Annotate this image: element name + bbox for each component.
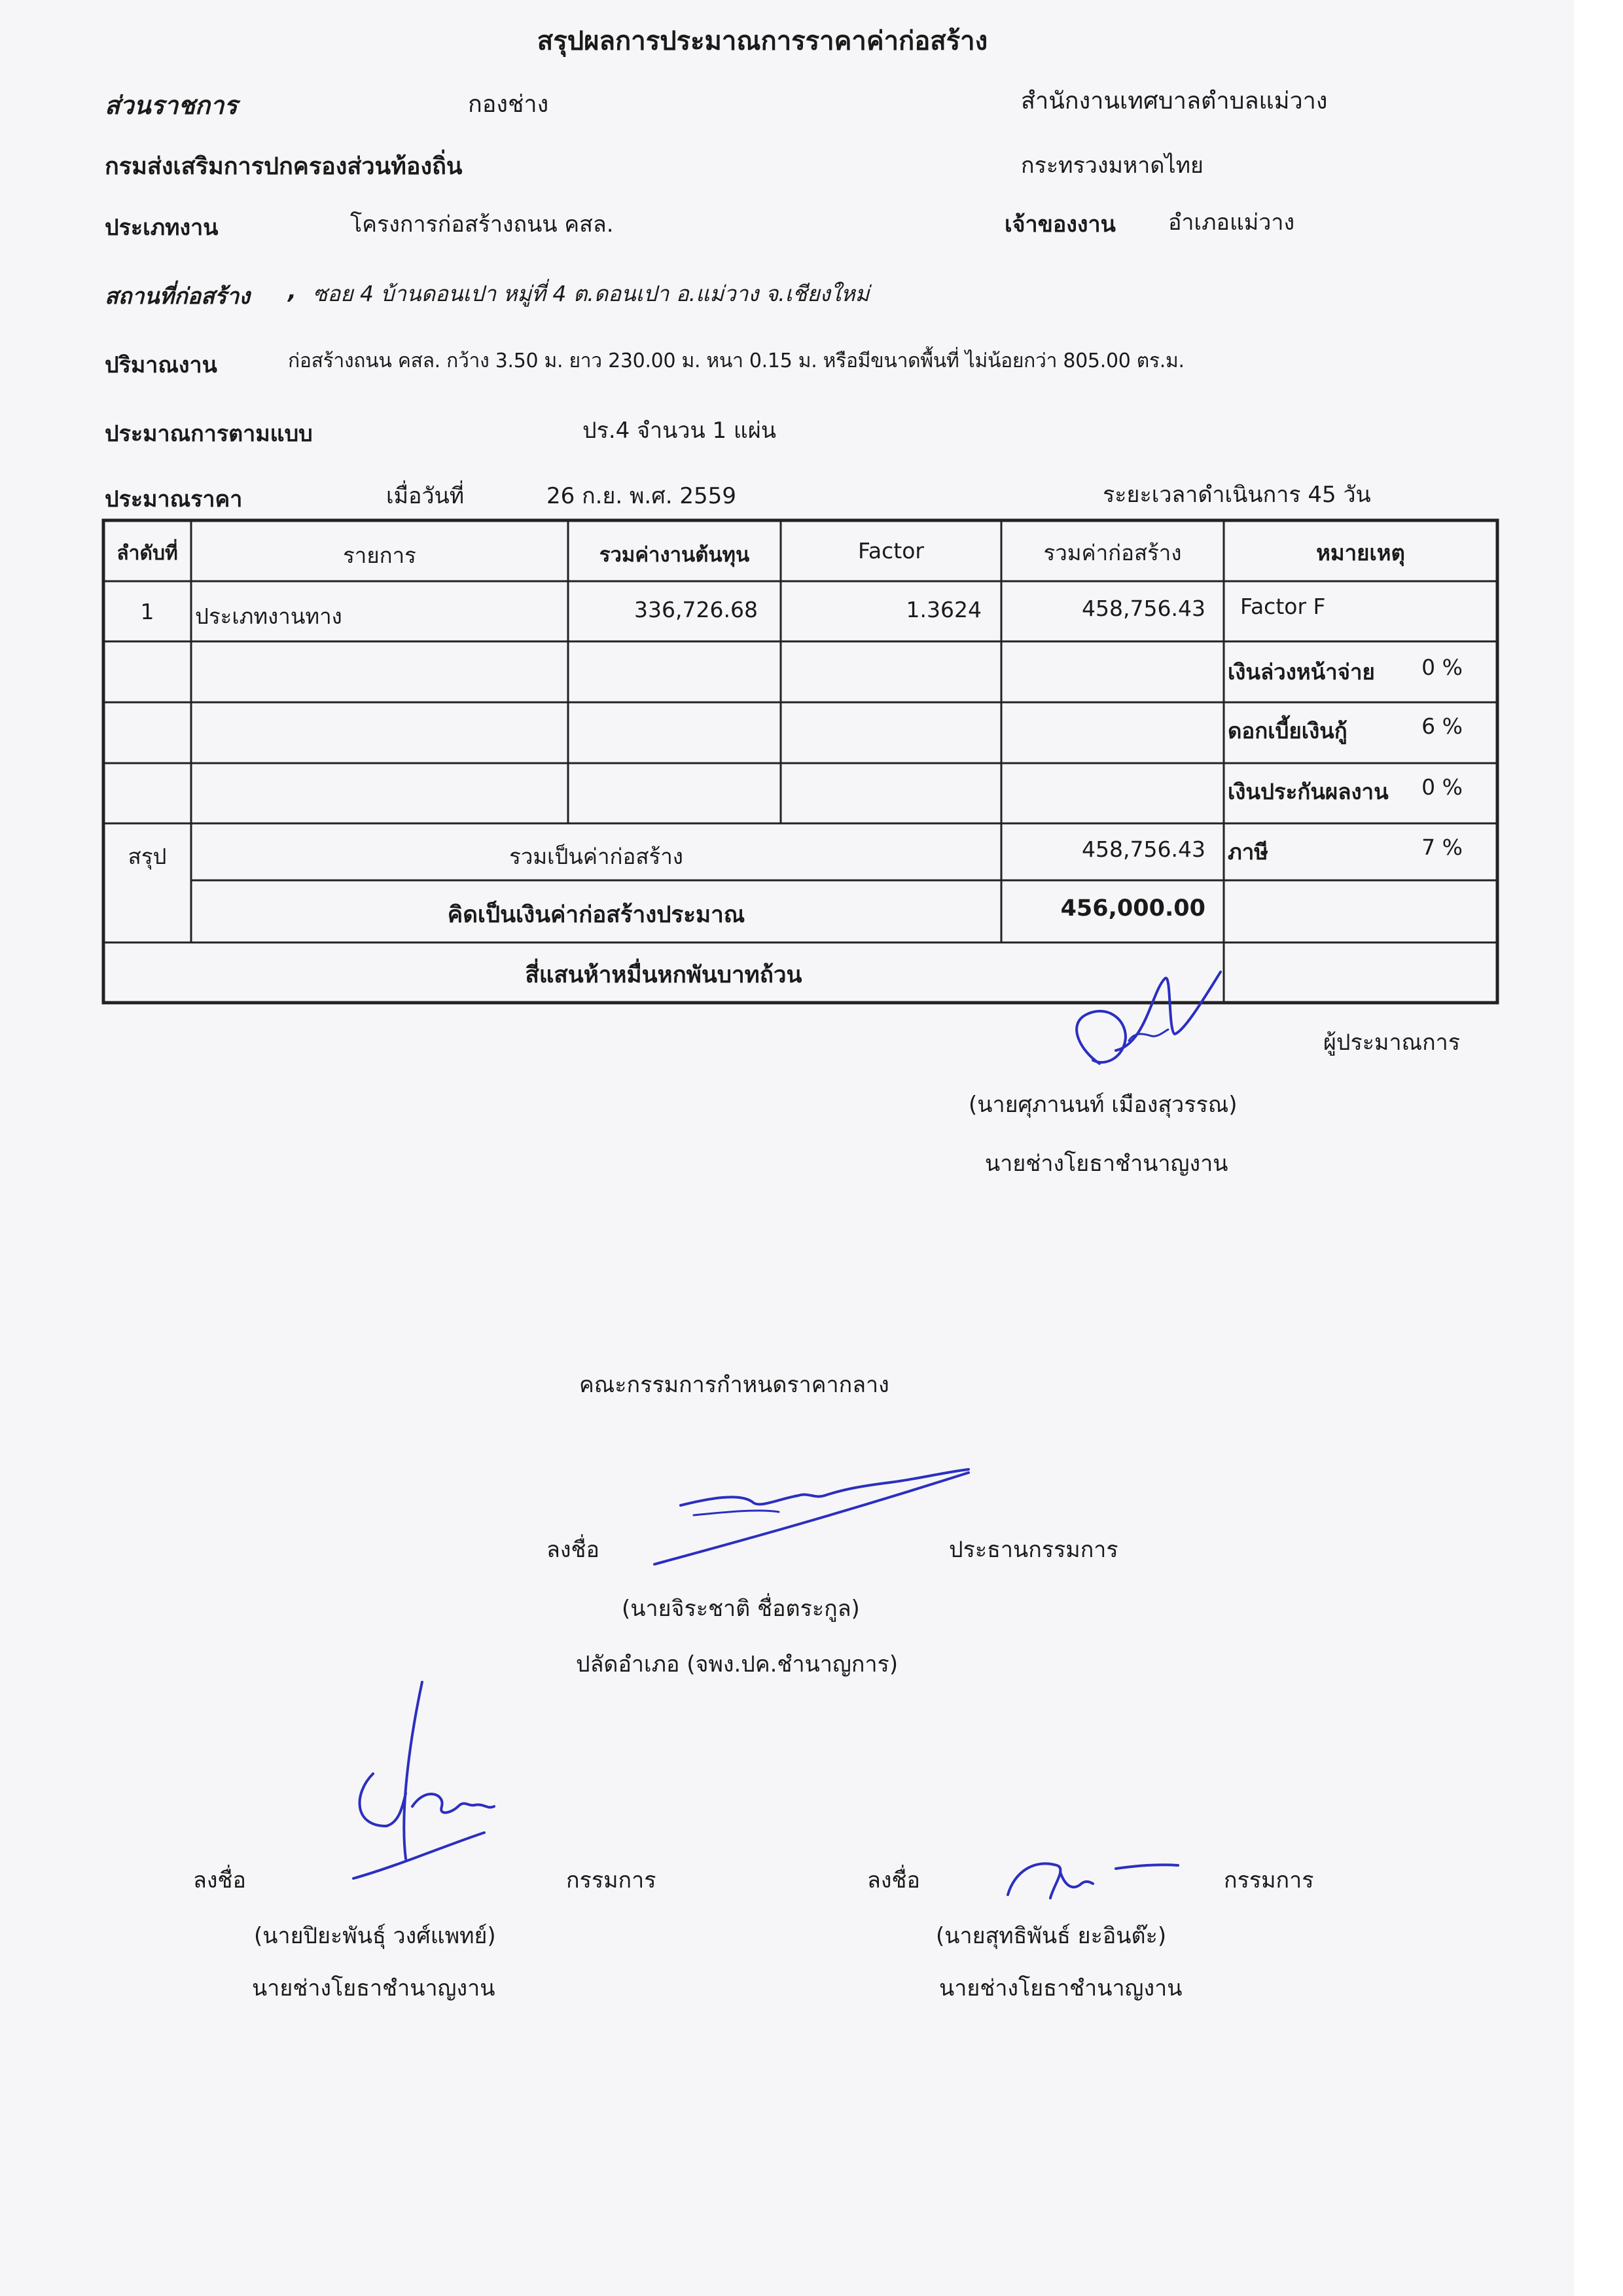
owner-value: อำเภอแม่วาง: [1168, 209, 1295, 236]
member1-signature: [327, 1676, 510, 1898]
committee-title: คณะกรรมการกำหนดราคากลาง: [579, 1372, 889, 1398]
sum-value: 458,756.43: [1082, 836, 1205, 862]
amount-in-words: สี่แสนห้าหมื่นหกพันบาทถ้วน: [525, 962, 802, 988]
work-type-value: โครงการก่อสร้างถนน คสล.: [350, 211, 614, 238]
row1-factor: 1.3624: [906, 597, 982, 622]
estimator-role: ผู้ประมาณการ: [1323, 1030, 1461, 1056]
member1-name: (นายปิยะพันธุ์ วงศ์แพทย์): [254, 1923, 496, 1949]
duration-text: ระยะเวลาดำเนินการ 45 วัน: [1103, 482, 1371, 508]
quantity-label: ปริมาณงาน: [105, 352, 217, 378]
estimator-signature: [1054, 952, 1230, 1090]
member1-sign-label: ลงชื่อ: [193, 1867, 246, 1893]
work-type-label: ประเภทงาน: [105, 215, 219, 241]
owner-label: เจ้าของงาน: [1005, 211, 1116, 238]
estimator-name: (นายศุภานนท์ เมืองสุวรรณ): [969, 1092, 1238, 1118]
remark-advance-label: เงินล่วงหน้าจ่าย: [1228, 659, 1375, 685]
member2-sign-label: ลงชื่อ: [867, 1867, 920, 1893]
remark-guarantee-value: 0 %: [1421, 774, 1463, 800]
sum-label: รวมเป็นค่าก่อสร้าง: [509, 844, 683, 869]
col-header-cost: รวมค่างานต้นทุน: [599, 543, 750, 567]
remark-advance-value: 0 %: [1421, 655, 1463, 680]
col-header-factor: Factor: [857, 538, 924, 564]
col-header-note: หมายเหตุ: [1316, 540, 1405, 565]
row1-item: ประเภทงานทาง: [195, 603, 342, 629]
member2-role: กรรมการ: [1224, 1867, 1314, 1893]
site-separator: ,: [288, 278, 296, 304]
site-value: ซอย 4 บ้านดอนเปา หมู่ที่ 4 ต.ดอนเปา อ.แม่วาง จ.เชียงใหม่: [313, 281, 870, 306]
col-header-item: รายการ: [343, 543, 416, 568]
site-label: สถานที่ก่อสร้าง: [105, 283, 250, 310]
ministry-name: กระทรวงมหาดไทย: [1021, 152, 1204, 179]
summary-label: สรุป: [128, 844, 167, 869]
chair-name: (นายจิระชาติ ชื่อตระกูล): [622, 1596, 860, 1622]
col-header-total: รวมค่าก่อสร้าง: [1043, 540, 1182, 565]
estimate-total-value: 456,000.00: [1060, 895, 1205, 922]
col-header-no: ลำดับที่: [116, 542, 178, 565]
chair-position: ปลัดอำเภอ (จพง.ปค.ชำนาญการ): [576, 1651, 899, 1677]
estimate-total-label: คิดเป็นเงินค่าก่อสร้างประมาณ: [447, 902, 745, 928]
row1-total: 458,756.43: [1082, 596, 1205, 621]
design-label: ประมาณการตามแบบ: [105, 421, 313, 447]
remark-interest-value: 6 %: [1421, 713, 1463, 739]
remark-guarantee-label: เงินประกันผลงาน: [1228, 779, 1389, 804]
chair-sign-label: ลงชื่อ: [546, 1537, 599, 1563]
remark-tax-value: 7 %: [1421, 834, 1463, 860]
chair-signature: [628, 1460, 982, 1577]
office-name: สำนักงานเทศบาลตำบลแม่วาง: [1021, 88, 1328, 115]
member2-name: (นายสุทธิพันธ์ ยะอินต๊ะ): [936, 1923, 1167, 1949]
design-value: ปร.4 จำนวน 1 แผ่น: [582, 418, 777, 444]
date-label: เมื่อวันที่: [386, 483, 465, 509]
estimate-label: ประมาณราคา: [105, 486, 243, 512]
estimator-position: นายช่างโยธาชำนาญงาน: [985, 1151, 1228, 1177]
remark-tax-label: ภาษี: [1228, 839, 1269, 865]
row1-no: 1: [140, 599, 154, 624]
document-title: สรุปผลการประมาณการราคาค่าก่อสร้าง: [537, 26, 988, 56]
remark-interest-label: ดอกเบี้ยเงินกู้: [1228, 718, 1347, 744]
date-value: 26 ก.ย. พ.ศ. 2559: [546, 483, 736, 509]
agency-label: ส่วนราชการ: [105, 91, 238, 120]
chair-role: ประธานกรรมการ: [949, 1537, 1118, 1563]
member1-role: กรรมการ: [566, 1867, 656, 1893]
row1-note: Factor F: [1240, 594, 1326, 619]
member2-signature: [995, 1846, 1185, 1911]
member1-position: นายช่างโยธาชำนาญงาน: [252, 1975, 495, 2001]
quantity-value: ก่อสร้างถนน คสล. กว้าง 3.50 ม. ยาว 230.00 ม. หนา 0.15 ม. หรือมีขนาดพื้นที่ ไม่น้อยกว่า 805.00 ตร.ม.: [288, 350, 1185, 372]
member2-position: นายช่างโยธาชำนาญงาน: [939, 1975, 1183, 2001]
row1-cost: 336,726.68: [634, 597, 758, 622]
agency-value: กองช่าง: [468, 91, 549, 118]
department-name: กรมส่งเสริมการปกครองส่วนท้องถิ่น: [105, 153, 463, 180]
